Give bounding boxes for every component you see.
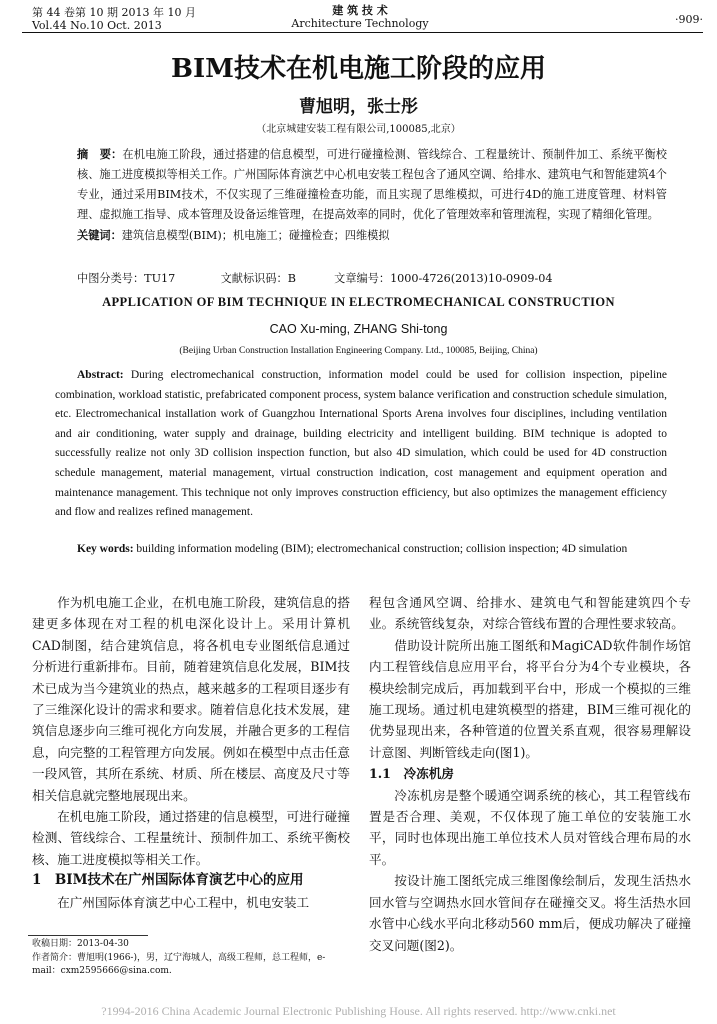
keywords-cn-label: 关键词：	[77, 228, 122, 242]
body-paragraph: 按设计施工图纸完成三维图像绘制后，发现生活热水回水管与空调热水回水管间存在碰撞交叉。将生活热水回水管中心线水平向北移动560 mm后，便成功解决了碰撞交叉问题(图2)。	[369, 873, 691, 953]
header-volume	[32, 6, 196, 32]
watermark: ?1994-2016 China Academic Journal Electronic Publishing House. All rights reserved. http://www.cnki.net	[101, 1004, 616, 1018]
clc-code: 中图分类号：TU17	[77, 272, 176, 285]
paper-affiliation-en: (Beijing Urban Construction Installation Engineering Company. Ltd., 100085, Beijing, China)	[179, 346, 538, 356]
header-volume-cn: 第 44 卷第 10 期 2013 年 10 月	[32, 6, 196, 19]
footnote	[32, 938, 350, 979]
body-paragraph: 程包含通风空调、给排水、建筑电气和智能建筑四个专业。系统管线复杂，对综合管线布置的合理性要求较高。	[369, 595, 691, 632]
footnote-rule	[28, 935, 148, 936]
body-paragraph: 在机电施工阶段，通过搭建的信息模型，可进行碰撞检测、管线综合、工程量统计、预制件加工、系统平衡校核、施工进度模拟等相关工作。	[32, 809, 350, 867]
classification-row	[77, 270, 677, 286]
keywords-en	[55, 540, 667, 560]
abstract-cn-label: 摘 要：	[77, 147, 123, 161]
body-paragraph: 冷冻机房是整个暖通空调系统的核心，其工程管线布置是否合理、美观，不仅体现了施工单位的安装施工水平，同时也体现出施工单位技术人员对管线合理布局的水平。	[369, 787, 691, 867]
header-journal	[280, 4, 440, 30]
body-paragraph: 在广州国际体育演艺中心工程中，机电安装工	[57, 894, 310, 910]
received-date: 收稿日期：2013-04-30	[32, 939, 129, 949]
body-column-left	[32, 592, 350, 913]
subsection-heading: 1.1 冷冻机房	[369, 766, 454, 782]
paper-affiliation: （北京城建安装工程有限公司,100085,北京）	[256, 124, 461, 135]
paper-title-en: APPLICATION OF BIM TECHNIQUE IN ELECTROMECHANICAL CONSTRUCTION	[102, 295, 615, 309]
header-journal-en: Architecture Technology	[291, 17, 429, 30]
paper-title: BIM技术在机电施工阶段的应用	[171, 54, 546, 84]
header-journal-cn: 建 筑 技 术	[332, 4, 388, 17]
doc-code: 文献标识码：B	[220, 272, 296, 285]
body-column-right	[369, 592, 691, 956]
section-heading: 1 BIM技术在广州国际体育演艺中心的应用	[32, 872, 304, 889]
abstract-cn-text: 在机电施工阶段，通过搭建的信息模型，可进行碰撞检测、管线综合、工程量统计、预制件加工、系统平衡校核、施工进度模拟等相关工作。广州国际体育演艺中心机电安装工程包含了通风空调、给排水、建筑电气和智能建筑4个专业，通过采用BIM技术，不仅实现了三维碰撞检查功能，而且实现了思维模拟，可进行4D的施工进度管理、材料管理、虚拟施工指导、成本管理及设备运维管理，在提高效率的同时，优化了管理效率和管理流程，实现了精细化管理。	[77, 148, 667, 221]
keywords-cn-text: 建筑信息模型(BIM)；机电施工；碰撞检查；四维模拟	[121, 229, 390, 242]
paper-authors-en: CAO Xu-ming, ZHANG Shi-tong	[269, 322, 448, 336]
body-paragraph: 作为机电施工企业，在机电施工阶段，建筑信息的搭建更多体现在对工程的机电深化设计上。采用计算机CAD制图，结合建筑信息，将各机电专业图纸信息通过分析进行重新排布。目前，随着建筑信息化发展，BIM技术已成为当今建筑业的热点，越来越多的工程项目逐步有了三维深化设计的需求和要求。随着信息化技术发展，建筑信息逐步向三维可视化方向发展，并融合更多的工程信息，向完整的工程管理方向发展。例如在模型中点击任意一段风管，其所在系统、材质、所在楼层、高度及尺寸等相关信息就完整地展现出来。	[32, 595, 350, 803]
keywords-en-text: building information modeling (BIM); electromechanical construction; collision inspection; 4D simulation	[133, 543, 628, 555]
abstract-en	[55, 366, 667, 523]
abstract-en-text: During electromechanical construction, information model could be used for collision inspection, pipeline combination, workload statistic, prefabricated component process, system balance verification and construction schedule simulation, etc. Electromechanical installation work of Guangzhou International Sports Arena involves four disciplines, including ventilation and air conditioning, water supply and drainage, building electricity and intelligent building. BIM technique is adopted to successfully realize not only 3D collision inspection function, but also 4D simulation, which could be used for 4D construction schedule management, material management, virtual construction indication, cost management and equipment operation and maintenance management. This technique not only improves construction efficiency, but also optimizes the management efficiency and flow and realizes refined management.	[55, 369, 667, 519]
abstract-en-label: Abstract:	[77, 369, 124, 381]
paper-authors: 曹旭明，张士彤	[299, 97, 418, 117]
header-volume-en: Vol.44 No.10 Oct. 2013	[32, 19, 162, 32]
keywords-en-label: Key words:	[77, 543, 134, 555]
abstract-cn	[55, 144, 667, 246]
page-number: ·909·	[675, 13, 703, 26]
article-number: 文章编号：1000-4726(2013)10-0909-04	[334, 272, 553, 285]
author-bio: 作者简介：曹旭明(1966-)，男，辽宁海城人，高级工程师，总工程师，e-mail：cxm2595666@sina.com.	[32, 952, 326, 976]
body-paragraph: 借助设计院所出施工图纸和MagiCAD软件制作场馆内工程管线信息应用平台，将平台分为4个专业模块，各模块绘制完成后，再加载到平台中，形成一个模拟的三维施工现场。通过机电建筑模型的搭建，BIM三维可视化的优势显现出来，各种管道的位置关系直观，很容易理解设计意图、判断管线走向(图1)。	[369, 637, 691, 760]
header-rule	[22, 32, 703, 33]
